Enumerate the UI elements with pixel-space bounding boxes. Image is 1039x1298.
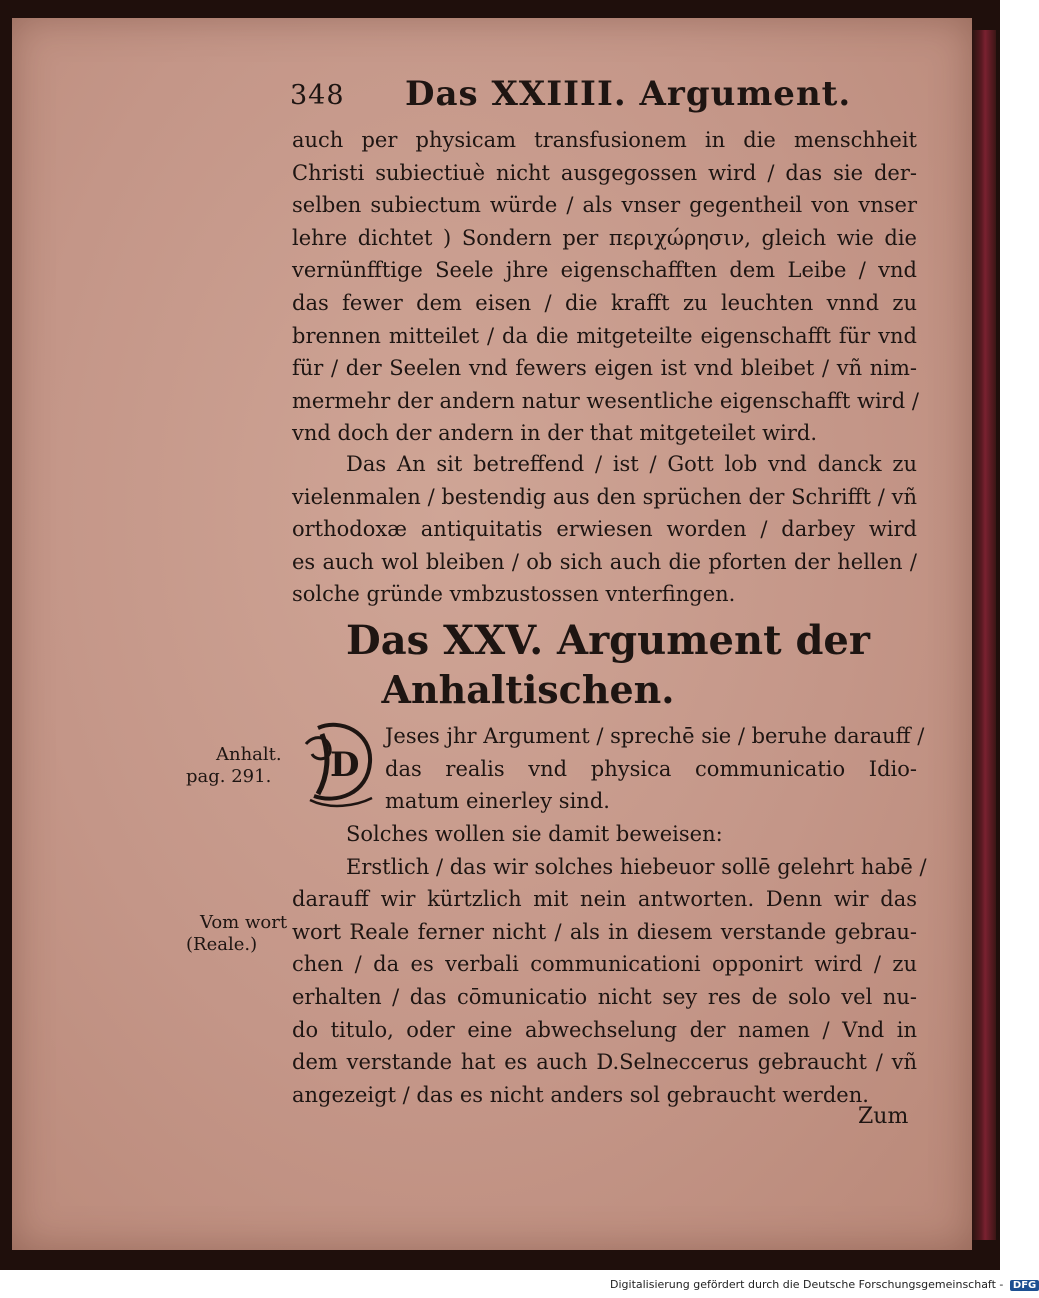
margin-note-line: Anhalt. xyxy=(216,744,282,765)
text-line: lehre dichtet ) Sondern per περιχώρησιν, gleich wie die xyxy=(292,225,917,250)
decorated-initial-icon xyxy=(300,714,380,810)
text-line: angezeigt / das es nicht anders sol gebraucht werden. xyxy=(292,1082,869,1107)
margin-note-line: pag. 291. xyxy=(186,766,272,787)
margin-note-line: Vom wort xyxy=(200,912,288,933)
text-line: Solches wollen sie damit beweisen: xyxy=(346,822,723,846)
section-heading xyxy=(338,616,878,714)
text-line: es auch wol bleiben / ob sich auch die pforten der hellen / xyxy=(292,549,917,574)
text-line: erhalten / das cōmunicatio nicht sey res de solo vel nu- xyxy=(292,984,917,1009)
text-line: für / der Seelen vnd fewers eigen ist vnd bleibet / vñ nim- xyxy=(292,356,917,381)
margin-note-reale xyxy=(186,912,287,956)
page-number: 348 xyxy=(290,80,345,111)
paragraph-an-sit xyxy=(292,448,917,611)
text-line: Jeses jhr Argument / sprechē sie / beruhe darauff / xyxy=(385,724,925,748)
text-line: das realis vnd physica communicatio Idio- xyxy=(385,756,917,781)
text-line: wort Reale ferner nicht / als in diesem verstande gebrau- xyxy=(292,919,917,944)
text-line: vernünfftige Seele jhre eigenschafften dem Leibe / vnd xyxy=(292,258,917,283)
margin-note-anhalt xyxy=(186,744,282,788)
heading-line: Das XXV. Argument der xyxy=(346,617,870,664)
catchword: Zum xyxy=(858,1104,909,1129)
paragraph-argument-reply xyxy=(292,818,927,1111)
text-line: Das An sit betreffend / ist / Gott lob vnd danck zu xyxy=(346,452,917,476)
paragraph-continuation xyxy=(292,124,917,450)
text-line: vnd doch der andern in der that mitgeteilet wird. xyxy=(292,421,818,446)
text-line: selben subiectum würde / als vnser gegentheil von vnser xyxy=(292,193,917,218)
text-line: brennen mitteilet / da die mitgeteilte eigenschafft für vnd xyxy=(292,323,917,348)
footer-text: Digitalisierung gefördert durch die Deutsche Forschungsgemeinschaft - xyxy=(610,1278,1004,1291)
text-line: darauff wir kürtzlich mit nein antworten. Denn wir das xyxy=(292,887,917,912)
decorated-initial xyxy=(300,714,380,810)
dfg-logo: DFG xyxy=(1010,1280,1039,1291)
text-line: Erstlich / das wir solches hiebeuor sollē gelehrt habē / xyxy=(346,854,927,879)
book-spine-edge xyxy=(972,30,996,1240)
text-line: orthodoxæ antiquitatis erwiesen worden / darbey wird xyxy=(292,517,917,542)
initial-letter: D xyxy=(330,745,360,785)
heading-line: Anhaltischen. xyxy=(381,667,675,712)
text-line: das fewer dem eisen / die krafft zu leuchten vnnd zu xyxy=(292,290,917,315)
paragraph-argument-intro xyxy=(385,720,925,818)
text-line: dem verstande hat es auch D.Selneccerus gebraucht / vñ xyxy=(292,1050,917,1075)
text-line: matum einerley sind. xyxy=(385,789,610,814)
text-line: vielenmalen / bestendig aus den sprüchen der Schrifft / vñ xyxy=(292,484,917,509)
page-header xyxy=(290,74,852,120)
text-line: Christi subiectiuè nicht ausgegossen wird / das sie der- xyxy=(292,160,917,185)
text-line: auch per physicam transfusionem in die menschheit xyxy=(292,128,917,152)
text-line: do titulo, oder eine abwechselung der namen / Vnd in xyxy=(292,1017,917,1042)
text-line: mermehr der andern natur wesentliche eigenschafft wird / xyxy=(292,388,919,413)
digitization-footer xyxy=(610,1278,1039,1291)
text-line: chen / da es verbali communicationi opponirt wird / zu xyxy=(292,952,917,977)
margin-note-line: (Reale.) xyxy=(186,934,258,955)
text-line: solche gründe vmbzustossen vnterfingen. xyxy=(292,582,736,607)
running-title: Das XXIIII. Argument. xyxy=(405,74,852,114)
